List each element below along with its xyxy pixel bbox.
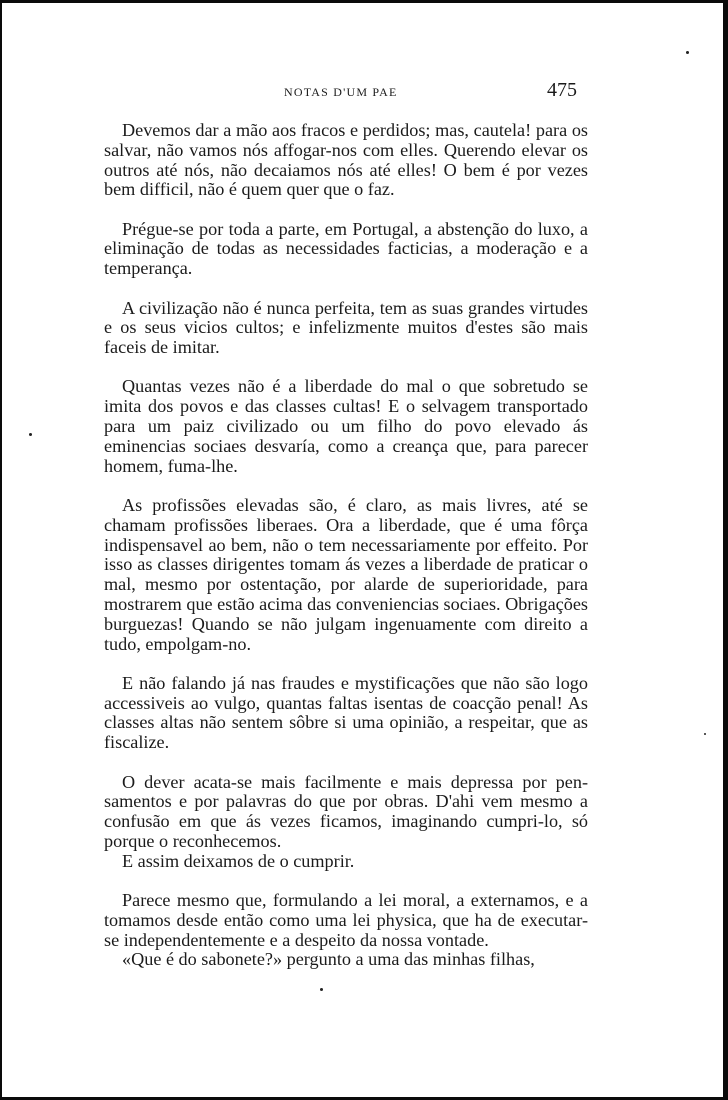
- paragraph: O dever acata-se mais facilmente e mais depressa por pensamentos e por palavras do que por obras. D'ahi vem mesmo a confusão em que ás vezes ficamos, imaginando cumpri-lo, só porque o reconhecemos.: [104, 771, 588, 851]
- paper-speck: [320, 988, 323, 991]
- paper-speck: [29, 433, 32, 436]
- paragraph: Parece mesmo que, formulando a lei moral, a externamos, e a tomamos desde então como uma lei physica, que ha de executar-se independentemente e a despeito da nossa vontade.: [104, 890, 588, 950]
- paragraph: Quantas vezes não é a liberdade do mal o que sobretudo se imita dos povos e das classes cultas! E o selvagem transportado para um paiz civilizado ou um filho do povo elevado ás eminencias sociaes desvaría, como a creança que, para parecer homem, fuma-lhe.: [104, 376, 588, 476]
- paragraph: As profissões elevadas são, é claro, as mais livres, até se chamam profissões liberaes. Ora a liberdade, que é uma fôrça indispensavel ao bem, não o tem necessariamente por effeito. Por isso as classes dirigentes tomam ás vezes a liberdade de praticar o mal, mesmo por ostentação, por alarde de superioridade, para mostrarem que estão acima das conveniencias sociaes. Obrigações burguezas! Quando se não julgam ingenuamente com direito a tudo, empolgam-no.: [104, 494, 588, 654]
- paper-speck: [704, 733, 706, 735]
- paragraph: E assim deixamos de o cumprir.: [122, 850, 355, 871]
- paragraph: «Que é do sabonete?» pergunto a uma das minhas filhas,: [122, 949, 535, 970]
- body-text: [104, 121, 588, 970]
- paragraph: Prégue-se por toda a parte, em Portugal, a abstenção do luxo, a eliminação de todas as necessidades facticias, a moderação e a temperança.: [104, 218, 588, 279]
- paper-speck: [686, 51, 689, 54]
- paragraph: A civilização não é nunca perfeita, tem as suas grandes virtudes e os seus vicios cultos; e infelizmente muitos d'estes são mais faceis de imitar.: [104, 297, 588, 358]
- book-page: [2, 3, 723, 1097]
- running-title: NOTAS D'UM PAE: [284, 85, 398, 99]
- paragraph: E não falando já nas fraudes e mystificações que não são logo accessiveis ao vulgo, quantas faltas isentas de coacção penal! As classes altas não sentem sôbre si uma opinião, a respeitar, que as fiscalize.: [104, 672, 588, 753]
- page-number: 475: [547, 79, 577, 101]
- page-header: [2, 79, 723, 103]
- paragraph: Devemos dar a mão aos fracos e perdidos; mas, cautela! para os salvar, não vamos nós affogar-nos com elles. Querendo elevar os outros até nós, não decaiamos nós até elles! O bem é por vezes bem difficil, não é quem quer que o faz.: [104, 120, 588, 200]
